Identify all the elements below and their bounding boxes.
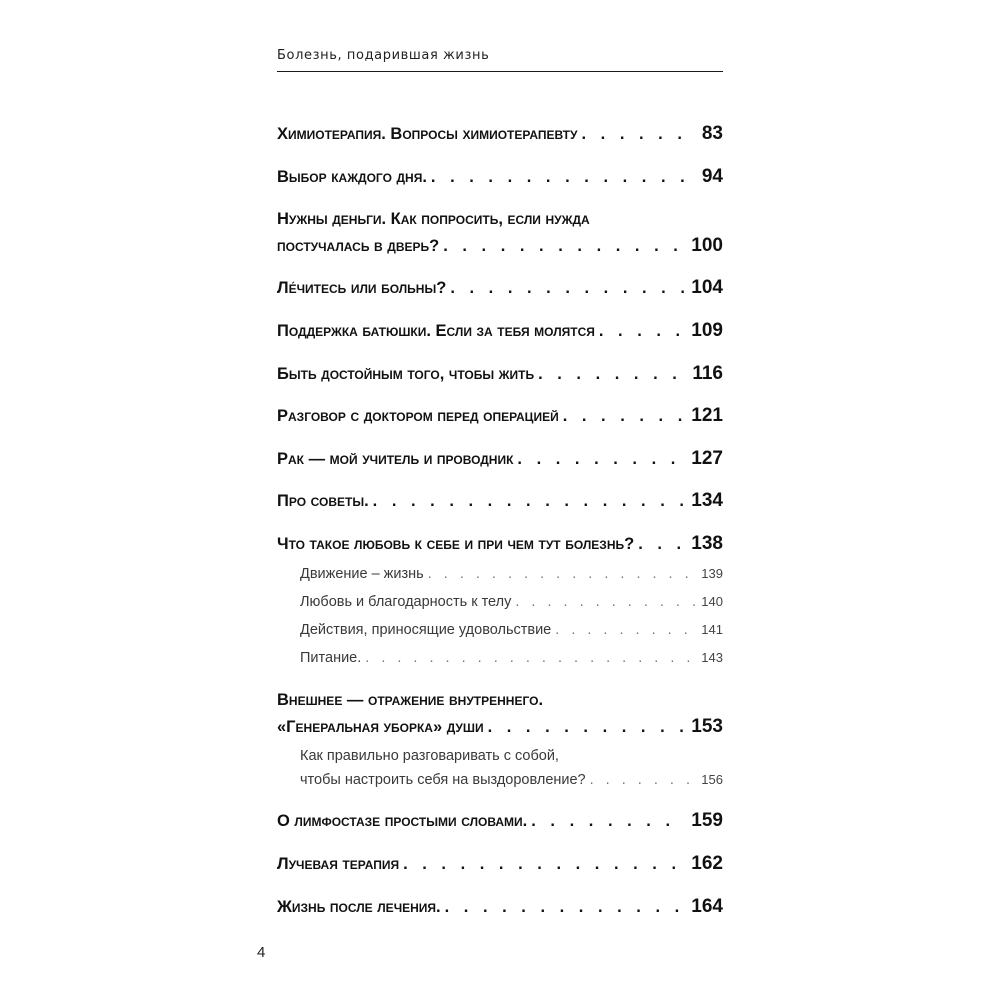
toc-entry-page: 138 — [691, 533, 723, 554]
toc-entry[interactable] — [277, 120, 723, 148]
toc-entry[interactable] — [277, 893, 723, 921]
toc-entry-title: Разговор с доктором перед операцией — [277, 407, 559, 425]
toc-entry-title: Быть достойным того, чтобы жить — [277, 365, 535, 383]
toc-entry-page: 164 — [691, 896, 723, 917]
leader-dots — [373, 487, 686, 515]
toc-entry[interactable] — [277, 232, 723, 260]
toc-subentry-page: 141 — [701, 622, 723, 637]
leader-dots — [555, 619, 695, 641]
toc-entry-title: Лучевая терапия — [277, 855, 400, 873]
leader-dots — [599, 317, 685, 345]
leader-dots — [428, 563, 696, 585]
toc-entry-page: 162 — [691, 853, 723, 874]
leader-dots — [538, 360, 686, 388]
toc-entry-title-line1: Внешнее — отражение внутреннего. — [277, 691, 544, 709]
toc-entry[interactable] — [277, 402, 723, 430]
leader-dots — [488, 713, 686, 741]
toc-entry[interactable] — [277, 360, 723, 388]
toc-entry-title: Поддержка батюшки. Если за тебя молятся — [277, 322, 595, 340]
toc-entry[interactable] — [277, 713, 723, 741]
toc-subentry[interactable] — [300, 591, 723, 613]
leader-dots — [531, 807, 685, 835]
page-number: 4 — [257, 944, 266, 961]
toc-entry[interactable] — [277, 317, 723, 345]
toc-subentry-first-line[interactable] — [300, 745, 723, 767]
leader-dots — [581, 120, 695, 148]
running-header: Болезнь, подарившая жизнь — [277, 47, 723, 72]
toc-entry-title: О лимфостазе простыми словами. — [277, 812, 528, 830]
toc-entry-title-line1: Нужны деньги. Как попросить, если нужда — [277, 210, 590, 228]
toc-entry-page: 121 — [691, 405, 723, 426]
leader-dots — [403, 850, 685, 878]
toc-entry[interactable] — [277, 850, 723, 878]
toc-entry-title: Жизнь после лечения. — [277, 898, 441, 916]
toc-entry-title: Ле́читесь или больны? — [277, 279, 447, 297]
leader-dots — [590, 769, 696, 791]
toc-subentry-title-line1: Как правильно разговаривать с собой, — [300, 748, 559, 764]
toc-entry-page: 100 — [691, 235, 723, 256]
leader-dots — [445, 893, 686, 921]
toc-entry-page: 94 — [701, 166, 723, 187]
toc-entry-first-line[interactable] — [277, 686, 723, 714]
toc-subentry[interactable] — [300, 619, 723, 641]
toc-subentry[interactable] — [300, 563, 723, 585]
toc-entry-page: 83 — [701, 123, 723, 144]
toc-entry-page: 153 — [691, 716, 723, 737]
toc-entry-title: «Генеральная уборка» души — [277, 718, 484, 736]
toc-entry[interactable] — [277, 445, 723, 473]
toc-entry-title: Рак — мой учитель и проводник — [277, 450, 514, 468]
toc-subentry-page: 156 — [701, 772, 723, 787]
toc-entry[interactable] — [277, 274, 723, 302]
leader-dots — [517, 445, 685, 473]
toc-entry-page: 104 — [691, 277, 723, 298]
toc-entry[interactable] — [277, 530, 723, 558]
toc-entry-page: 127 — [691, 448, 723, 469]
toc-entry-title: Что такое любовь к себе и при чем тут болезнь? — [277, 535, 635, 553]
leader-dots — [443, 232, 685, 260]
leader-dots — [563, 402, 686, 430]
toc-entry-first-line[interactable] — [277, 205, 723, 233]
toc-entry-title: Химиотерапия. Вопросы химиотерапевту — [277, 125, 578, 143]
toc-entry[interactable] — [277, 807, 723, 835]
toc-entry-page: 109 — [691, 320, 723, 341]
leader-dots — [515, 591, 695, 613]
toc-entry[interactable] — [277, 487, 723, 515]
toc-entry-page: 159 — [691, 810, 723, 831]
toc-entry-title: Выбор каждого дня. — [277, 168, 427, 186]
toc-entry[interactable] — [277, 163, 723, 191]
leader-dots — [431, 163, 696, 191]
toc-entry-page: 116 — [692, 363, 723, 384]
leader-dots — [638, 530, 685, 558]
toc-entry-title: Про советы. — [277, 492, 369, 510]
toc-subentry-title: Любовь и благодарность к телу — [300, 594, 512, 610]
leader-dots — [365, 647, 695, 669]
toc-subentry-title: Питание. — [300, 650, 362, 666]
toc-subentry[interactable] — [300, 647, 723, 669]
toc-entry-title: постучалась в дверь? — [277, 237, 440, 255]
table-of-contents — [277, 0, 723, 1000]
toc-subentry-page: 139 — [701, 566, 723, 581]
toc-subentry-page: 143 — [701, 650, 723, 665]
toc-subentry-title: Действия, приносящие удовольствие — [300, 622, 552, 638]
toc-subentry[interactable] — [300, 769, 723, 791]
toc-entry-page: 134 — [691, 490, 723, 511]
toc-subentry-page: 140 — [701, 594, 723, 609]
leader-dots — [450, 274, 685, 302]
toc-subentry-title: Движение – жизнь — [300, 566, 424, 582]
toc-subentry-title: чтобы настроить себя на выздоровление? — [300, 772, 586, 788]
